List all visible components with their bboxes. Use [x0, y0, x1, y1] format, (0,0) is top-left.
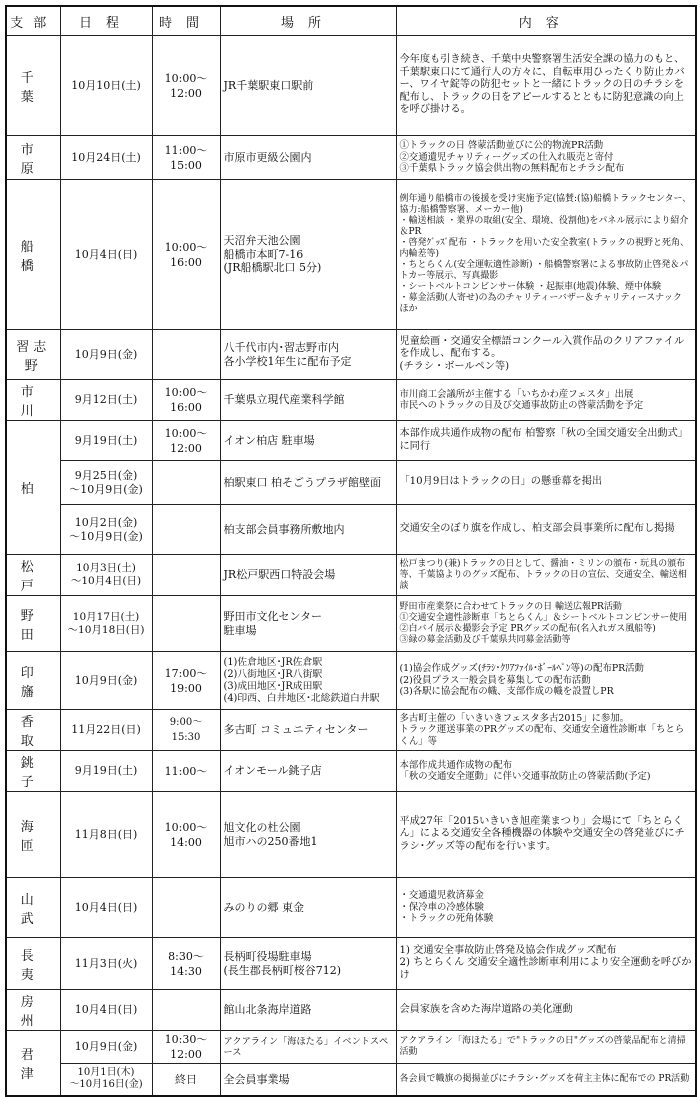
time-cell: 10:00～ 12:00 — [152, 36, 220, 136]
date-cell: 11月22日(日) — [60, 710, 152, 751]
time-cell: 10:00～ 14:00 — [152, 792, 220, 878]
place-cell: 野田市文化センター 駐車場 — [220, 596, 396, 652]
content-cell: 多古町主催の「いきいきフェスタ多古2015」に参加。 トラック運送事業のPRグッズの配布、交通安全適性診断車「ちとらくん」等 — [396, 710, 696, 751]
time-cell — [152, 555, 220, 596]
time-cell: 10:30～ 12:00 — [152, 1031, 220, 1064]
date-cell: 10月10日(土) — [60, 36, 152, 136]
branch-name: 長夷 — [6, 938, 60, 990]
time-cell: 8:30～ 14:30 — [152, 938, 220, 990]
table-row — [6, 421, 696, 461]
branch-name: 市川 — [6, 380, 60, 421]
date-cell: 10月4日(日) — [60, 180, 152, 330]
place-cell: 全会員事業場 — [220, 1064, 396, 1096]
content-cell: ①トラックの日 啓蒙活動並びに公的物流PR活動 ②交通遺児チャリティーグッズの仕入れ販売と寄付 ③千葉県トラック協会供出物の無料配布とチラシ配布 — [396, 136, 696, 180]
time-cell — [152, 330, 220, 380]
table-row — [6, 710, 696, 751]
time-cell — [152, 878, 220, 938]
branch-name: 印旛 — [6, 652, 60, 710]
branch-name: 君津 — [6, 1031, 60, 1096]
table-row — [6, 36, 696, 136]
content-cell: 松戸まつり(兼)トラックの日として、醤油・ミリンの頒布・玩具の頒布等、千葉協よりのグッズ配布、トラックの日の宣伝、交通安全、輸送相談 — [396, 555, 696, 596]
time-cell: 11:00～ — [152, 751, 220, 792]
branch-name: 山武 — [6, 878, 60, 938]
content-cell: 本部作成共通作成物の配布 「秋の交通安全運動」に伴い交通事故防止の啓蒙活動(予定) — [396, 751, 696, 792]
time-cell — [152, 596, 220, 652]
place-cell: 千葉県立現代産業科学館 — [220, 380, 396, 421]
date-cell: 9月19日(土) — [60, 751, 152, 792]
table-row — [6, 555, 696, 596]
event-schedule-table — [5, 5, 697, 1097]
place-cell: 市原市更級公園内 — [220, 136, 396, 180]
place-cell: 八千代市内･習志野市内 各小学校1年生に配布予定 — [220, 330, 396, 380]
branch-name: 市原 — [6, 136, 60, 180]
branch-name: 千葉 — [6, 36, 60, 136]
date-cell: 10月4日(日) — [60, 878, 152, 938]
date-cell: 9月25日(金) ～10月9日(金) — [60, 461, 152, 505]
branch-name: 銚子 — [6, 751, 60, 792]
table-row — [6, 938, 696, 990]
table-row — [6, 792, 696, 878]
table-row — [6, 652, 696, 710]
date-cell: 10月17日(土) ～10月18日(日) — [60, 596, 152, 652]
table-row — [6, 990, 696, 1031]
place-cell: 柏駅東口 柏そごうプラザ館壁面 — [220, 461, 396, 505]
content-cell: 児童絵画・交通安全標語コンクール入賞作品のクリアファイルを作成し、配布する。 (チラシ・ボールペン等) — [396, 330, 696, 380]
table-row — [6, 878, 696, 938]
content-cell: 「10月9日はトラックの日」の懸垂幕を掲出 — [396, 461, 696, 505]
header-branch: 支部 — [6, 6, 60, 36]
content-cell: 各会員で幟旗の掲揚並びにチラシ･グッズを荷主主体に配布での PR活動 — [396, 1064, 696, 1096]
branch-name: 柏 — [6, 421, 60, 555]
table-row — [6, 505, 696, 555]
place-cell: 長柄町役場駐車場 (長生郡長柄町桜谷712) — [220, 938, 396, 990]
content-cell: 今年度も引き続き、千葉中央警察署生活安全課の協力のもと、千葉駅東口にて通行人の方々に、自転車用ひったくり防止カバー、ワイヤ錠等の防犯セットと一緒にトラックの日のチラシを配布し、トラックの日をアピールするとともに防犯意識の向上を呼び掛ける。 — [396, 36, 696, 136]
table-row — [6, 461, 696, 505]
branch-name: 習志野 — [6, 330, 60, 380]
time-cell: 17:00～ 19:00 — [152, 652, 220, 710]
header-date: 日程 — [60, 6, 152, 36]
table-row — [6, 180, 696, 330]
branch-name: 船橋 — [6, 180, 60, 330]
date-cell: 10月9日(金) — [60, 1031, 152, 1064]
header-row — [6, 6, 696, 36]
header-place: 場所 — [220, 6, 396, 36]
place-cell: JR松戸駅西口特設会場 — [220, 555, 396, 596]
branch-name: 松戸 — [6, 555, 60, 596]
content-cell: 野田市産業祭に合わせてトラックの日 輸送広報PR活動 ①交通安全適性診断車「ちとらくん」＆シートベルトコンビンサー使用 ②白バイ展示＆撮影会予定 PRグッズの配布(名入れガス風船等) ③緑の募金活動及び千葉県共同募金活動等 — [396, 596, 696, 652]
content-cell: (1)協会作成グッズ(ﾁﾗｼ･ｸﾘｱﾌｧｲﾙ･ﾎﾞｰﾙﾍﾟﾝ等)の配布PR活動 (2)役員プラス一般会員を募集しての配布活動 (3)各駅に協会配布の幟、支部作成の幟を設置しPR — [396, 652, 696, 710]
date-cell: 10月1日(木) ～10月16日(金) — [60, 1064, 152, 1096]
table-row — [6, 1064, 696, 1096]
time-cell — [152, 505, 220, 555]
table-row — [6, 1031, 696, 1064]
date-cell: 10月4日(日) — [60, 990, 152, 1031]
date-cell: 10月3日(土) ～10月4日(日) — [60, 555, 152, 596]
date-cell: 10月9日(金) — [60, 652, 152, 710]
time-cell: 10:00～ 16:00 — [152, 180, 220, 330]
table-row — [6, 751, 696, 792]
time-cell — [152, 990, 220, 1031]
date-cell: 10月24日(土) — [60, 136, 152, 180]
place-cell: 天沼弁天池公園 船橋市本町7-16 (JR船橋駅北口 5分) — [220, 180, 396, 330]
content-cell: 例年通り船橋市の後援を受け実施予定(協賛:(協)船橋トラックセンター、協力:船橋警察署、メーカー他) ・輸送相談 ・業界の取組(安全、環境、役割他)をパネル展示により紹介＆PR ・啓発ｸﾞｯｽﾞ配布 ・トラックを用いた安全教室(トラックの視野と死角、内輪差等) ・ちとらくん(安全運転適性診断) ・船橋警察署による事故防止啓発＆パトカー等展示、写真撮影 ・シートベルトコンビンサー体験 ・起振車(地震)体験、煙中体験 ・募金活動(人寄せ)の為のチャリティーバザー＆チャリティースナック ほか — [396, 180, 696, 330]
table-row — [6, 596, 696, 652]
content-cell: アクアライン「海ほたる」で"トラックの日"グッズの啓蒙品配布と清掃活動 — [396, 1031, 696, 1064]
branch-name: 香取 — [6, 710, 60, 751]
date-cell: 9月19日(土) — [60, 421, 152, 461]
place-cell: (1)佐倉地区･JR佐倉駅 (2)八街地区･JR八街駅 (3)成田地区･JR成田駅 (4)印西、白井地区･北総鉄道白井駅 — [220, 652, 396, 710]
content-cell: 本部作成共通作成物の配布 柏警察「秋の全国交通安全出動式」に同行 — [396, 421, 696, 461]
table-row — [6, 136, 696, 180]
date-cell: 10月9日(金) — [60, 330, 152, 380]
time-cell: 10:00～ 12:00 — [152, 421, 220, 461]
place-cell: 館山北条海岸道路 — [220, 990, 396, 1031]
content-cell: 交通安全のぼり旗を作成し、柏支部会員事業所に配布し掲揚 — [396, 505, 696, 555]
date-cell: 9月12日(土) — [60, 380, 152, 421]
content-cell: ・交通遺児救済募金 ・保冷車の冷感体験 ・トラックの死角体験 — [396, 878, 696, 938]
header-content: 内容 — [396, 6, 696, 36]
table-row — [6, 380, 696, 421]
branch-name: 房州 — [6, 990, 60, 1031]
time-cell — [152, 461, 220, 505]
place-cell: 多古町 コミュニティセンター — [220, 710, 396, 751]
date-cell: 10月2日(金) ～10月9日(金) — [60, 505, 152, 555]
content-cell: 市川商工会議所が主催する「いちかわ産フェスタ」出展 市民へのトラックの日及び交通事故防止の啓蒙活動を予定 — [396, 380, 696, 421]
time-cell: 11:00～ 15:00 — [152, 136, 220, 180]
place-cell: 旭文化の杜公園 旭市ハの250番地1 — [220, 792, 396, 878]
place-cell: イオン柏店 駐車場 — [220, 421, 396, 461]
table-row — [6, 330, 696, 380]
branch-name: 野田 — [6, 596, 60, 652]
header-time: 時間 — [152, 6, 220, 36]
time-cell: 9:00～15:30 — [152, 710, 220, 751]
branch-name: 海匝 — [6, 792, 60, 878]
time-cell: 終日 — [152, 1064, 220, 1096]
content-cell: 会員家族を含めた海岸道路の美化運動 — [396, 990, 696, 1031]
content-cell: 1) 交通安全事故防止啓発及協会作成グッズ配布 2) ちとらくん 交通安全適性診断車利用により安全運動を呼びかけ — [396, 938, 696, 990]
place-cell: JR千葉駅東口駅前 — [220, 36, 396, 136]
place-cell: 柏支部会員事務所敷地内 — [220, 505, 396, 555]
place-cell: イオンモール銚子店 — [220, 751, 396, 792]
place-cell: アクアライン「海ほたる」イベントスペース — [220, 1031, 396, 1064]
place-cell: みのりの郷 東金 — [220, 878, 396, 938]
date-cell: 11月3日(火) — [60, 938, 152, 990]
content-cell: 平成27年「2015いきいき旭産業まつり」会場にて「ちとらくん」による交通安全各種機器の体験や交通安全の啓発並びにチラシ･グッズ等の配布を行います。 — [396, 792, 696, 878]
date-cell: 11月8日(日) — [60, 792, 152, 878]
time-cell: 10:00～ 16:00 — [152, 380, 220, 421]
